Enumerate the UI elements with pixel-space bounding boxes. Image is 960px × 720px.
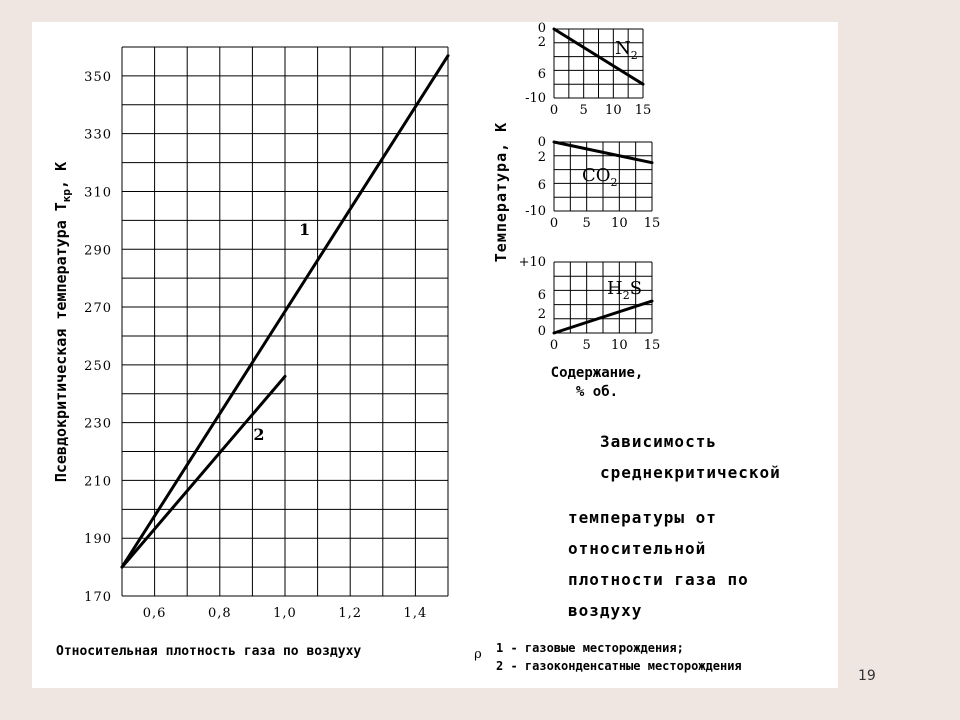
small-y-tick-label: 2 <box>537 307 546 322</box>
y-axis-title-unit: , К <box>52 161 70 189</box>
small-x-tick-label: 15 <box>634 103 652 118</box>
small-y-tick-label: 6 <box>537 67 546 82</box>
y-axis-title <box>52 162 73 482</box>
small-chart-CO2 <box>525 135 660 231</box>
small-x-tick-label: 15 <box>643 338 661 353</box>
small-y-tick-label: 0 <box>537 135 546 150</box>
y-tick-label: 270 <box>84 301 112 317</box>
y-tick-label: 310 <box>84 185 112 201</box>
small-chart-H2S <box>519 255 661 353</box>
small-chart-title-main: H <box>607 278 623 299</box>
x-axis-title: Относительная плотность газа по воздуху <box>56 644 362 659</box>
small-chart-title-subscript: 2 <box>630 49 638 62</box>
y-tick-label: 190 <box>84 532 112 548</box>
small-x-tick-label: 10 <box>611 338 628 353</box>
small-y-tick-label: 6 <box>537 288 546 303</box>
series-label-2: 2 <box>253 424 265 444</box>
y-tick-label: 330 <box>84 127 112 143</box>
legend-item-1: 1 - газовые месторождения; <box>496 641 684 655</box>
small-x-tick-label: 15 <box>643 216 661 231</box>
small-chart-title-subscript: 2 <box>610 176 618 189</box>
page-number: 19 <box>858 668 876 684</box>
x-tick-label: 1,4 <box>403 606 428 621</box>
y-tick-label: 250 <box>84 358 112 374</box>
small-chart-title-tail: S <box>629 278 643 299</box>
caption-line-3: температуры от <box>568 508 717 527</box>
small-chart-title-N2 <box>615 38 638 62</box>
small-chart-title-CO2 <box>582 165 618 189</box>
y-axis-title-main: Псевдокритическая температура Т <box>52 202 70 483</box>
main-chart <box>52 47 482 662</box>
small-x-tick-label: 0 <box>549 216 559 231</box>
x-tick-label: 1,2 <box>338 606 363 621</box>
small-charts-x-title-line2: % об. <box>575 384 619 400</box>
x-tick-label: 0,6 <box>142 606 167 621</box>
y-tick-label: 350 <box>84 69 112 85</box>
small-chart-title-H2S <box>607 278 642 302</box>
small-charts-y-title: Температура, К <box>492 121 510 263</box>
small-x-tick-label: 0 <box>549 338 559 353</box>
slide-canvas <box>32 22 838 688</box>
series-label-1: 1 <box>298 219 311 239</box>
caption-line-5: плотности газа по <box>568 570 749 589</box>
small-y-tick-label: 2 <box>537 35 546 50</box>
small-y-tick-label: 0 <box>537 22 546 36</box>
y-tick-label: 210 <box>84 474 112 490</box>
x-tick-label: 1,0 <box>273 606 297 621</box>
y-tick-label: 290 <box>84 243 112 259</box>
caption-line-2: среднекритической <box>600 463 781 482</box>
small-charts-x-title-line1: Содержание, <box>550 365 644 381</box>
y-tick-label: 230 <box>84 416 112 432</box>
small-x-tick-label: 5 <box>582 338 591 353</box>
small-y-tick-label: 6 <box>537 178 546 193</box>
x-axis-symbol-rho: ρ <box>474 647 482 662</box>
caption-line-4: относительной <box>568 539 707 558</box>
x-tick-label: 0,8 <box>207 606 232 621</box>
caption-line-1: Зависимость <box>600 432 717 451</box>
y-tick-label: 170 <box>84 590 112 605</box>
small-chart-title-subscript: 2 <box>622 289 630 302</box>
small-y-tick-label: 0 <box>537 324 546 339</box>
small-y-tick-label: 2 <box>537 150 546 165</box>
small-x-tick-label: 5 <box>579 103 588 118</box>
legend-item-2: 2 - газоконденсатные месторождения <box>496 659 742 673</box>
y-axis-title-subscript: кр <box>60 188 73 203</box>
small-y-tick-label: -10 <box>525 91 546 106</box>
small-x-tick-label: 5 <box>582 216 591 231</box>
small-chart-title-main: CO <box>582 165 611 186</box>
small-x-tick-label: 10 <box>605 103 622 118</box>
small-chart-title-main: N <box>615 38 631 59</box>
caption-line-6: воздуху <box>568 601 643 620</box>
small-x-tick-label: 0 <box>549 103 559 118</box>
small-y-tick-label: +10 <box>518 255 546 270</box>
small-chart-N2 <box>525 22 651 118</box>
small-y-tick-label: -10 <box>525 204 546 219</box>
small-x-tick-label: 10 <box>611 216 628 231</box>
